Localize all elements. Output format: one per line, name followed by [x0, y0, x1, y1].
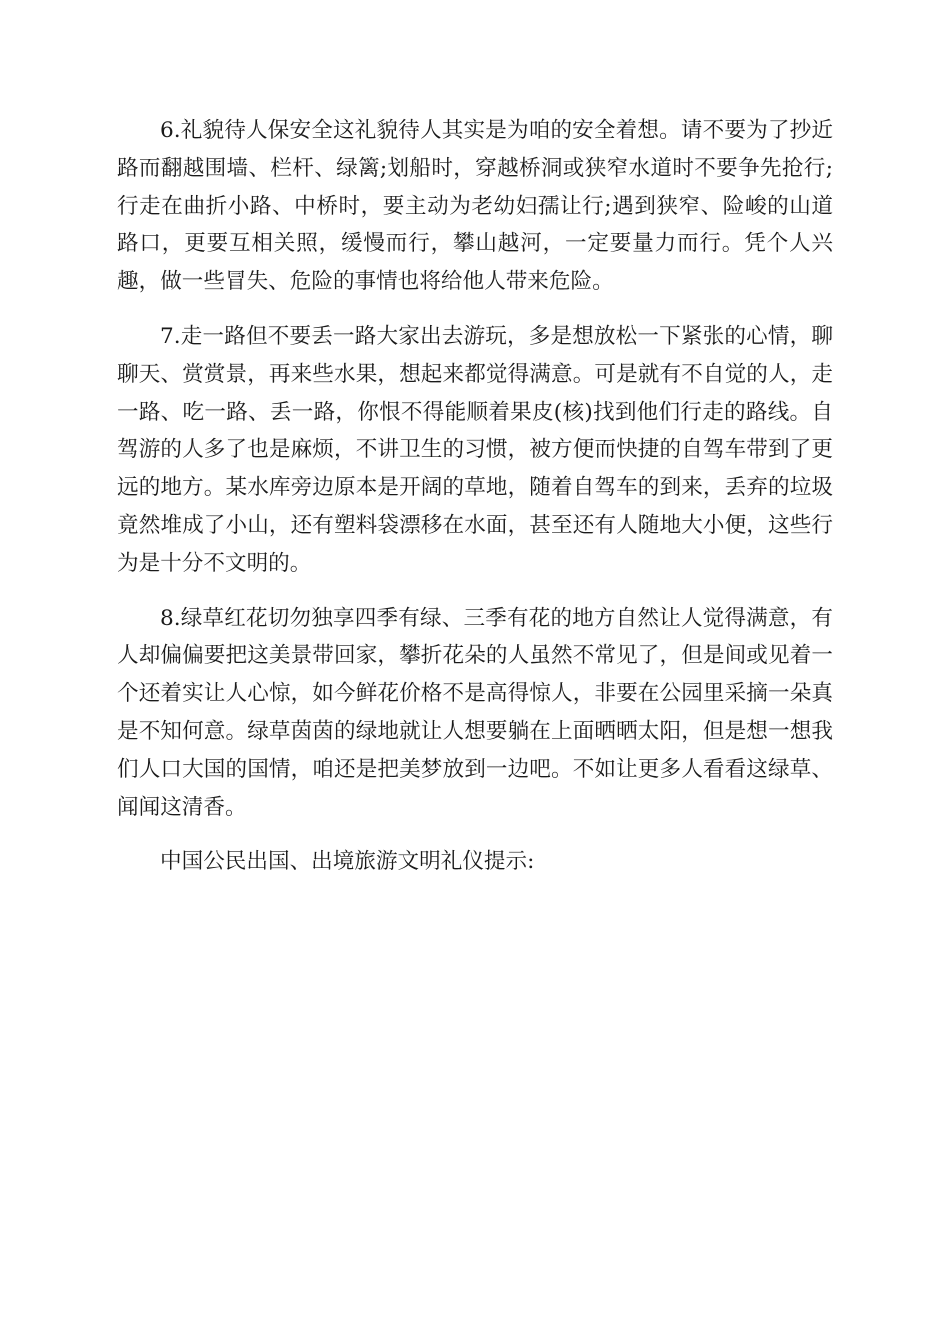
paragraph-number: 8.: [160, 605, 181, 631]
paragraph-number: 6.: [160, 118, 181, 143]
paragraph-number: 7.: [160, 323, 181, 349]
paragraph-8: [117, 600, 833, 827]
closing-line: 中国公民出国、出境旅游文明礼仪提示:: [160, 849, 535, 875]
paragraph-text: 走一路但不要丢一路大家出去游玩，多是想放松一下紧张的心情，聊聊天、赏赏景，再来些水果，想起来都觉得满意。可是就有不自觉的人，走一路、吃一路、丢一路，你恨不得能顺着果皮(核)找到他们行走的路线。自驾游的人多了也是麻烦，不讲卫生的习惯，被方便而快捷的自驾车带到了更远的地方。某水库旁边原本是开阔的草地，随着自驾车的到来，丢弃的垃圾竟然堆成了小山，还有塑料袋漂移在水面，甚至还有人随地大小便，这些行为是十分不文明的。: [117, 323, 833, 576]
paragraph-6: [117, 112, 833, 301]
paragraph-7: [117, 318, 833, 583]
paragraph-text: 绿草红花切勿独享四季有绿、三季有花的地方自然让人觉得满意，有人却偏偏要把这美景带回家，攀折花朵的人虽然不常见了，但是间或见着一个还着实让人心惊，如今鲜花价格不是高得惊人，非要在公园里采摘一朵真是不知何意。绿草茵茵的绿地就让人想要躺在上面晒晒太阳，但是想一想我们人口大国的国情，咱还是把美梦放到一边吧。不如让更多人看看这绿草、闻闻这清香。: [117, 605, 833, 820]
document-page: [117, 112, 833, 898]
paragraph-text: 礼貌待人保安全这礼貌待人其实是为咱的安全着想。请不要为了抄近路而翻越围墙、栏杆、绿篱;划船时，穿越桥洞或狭窄水道时不要争先抢行;行走在曲折小路、中桥时，要主动为老幼妇孺让行;遇到狭窄、险峻的山道路口，更要互相关照，缓慢而行，攀山越河，一定要量力而行。凭个人兴趣，做一些冒失、危险的事情也将给他人带来危险。: [117, 118, 833, 295]
